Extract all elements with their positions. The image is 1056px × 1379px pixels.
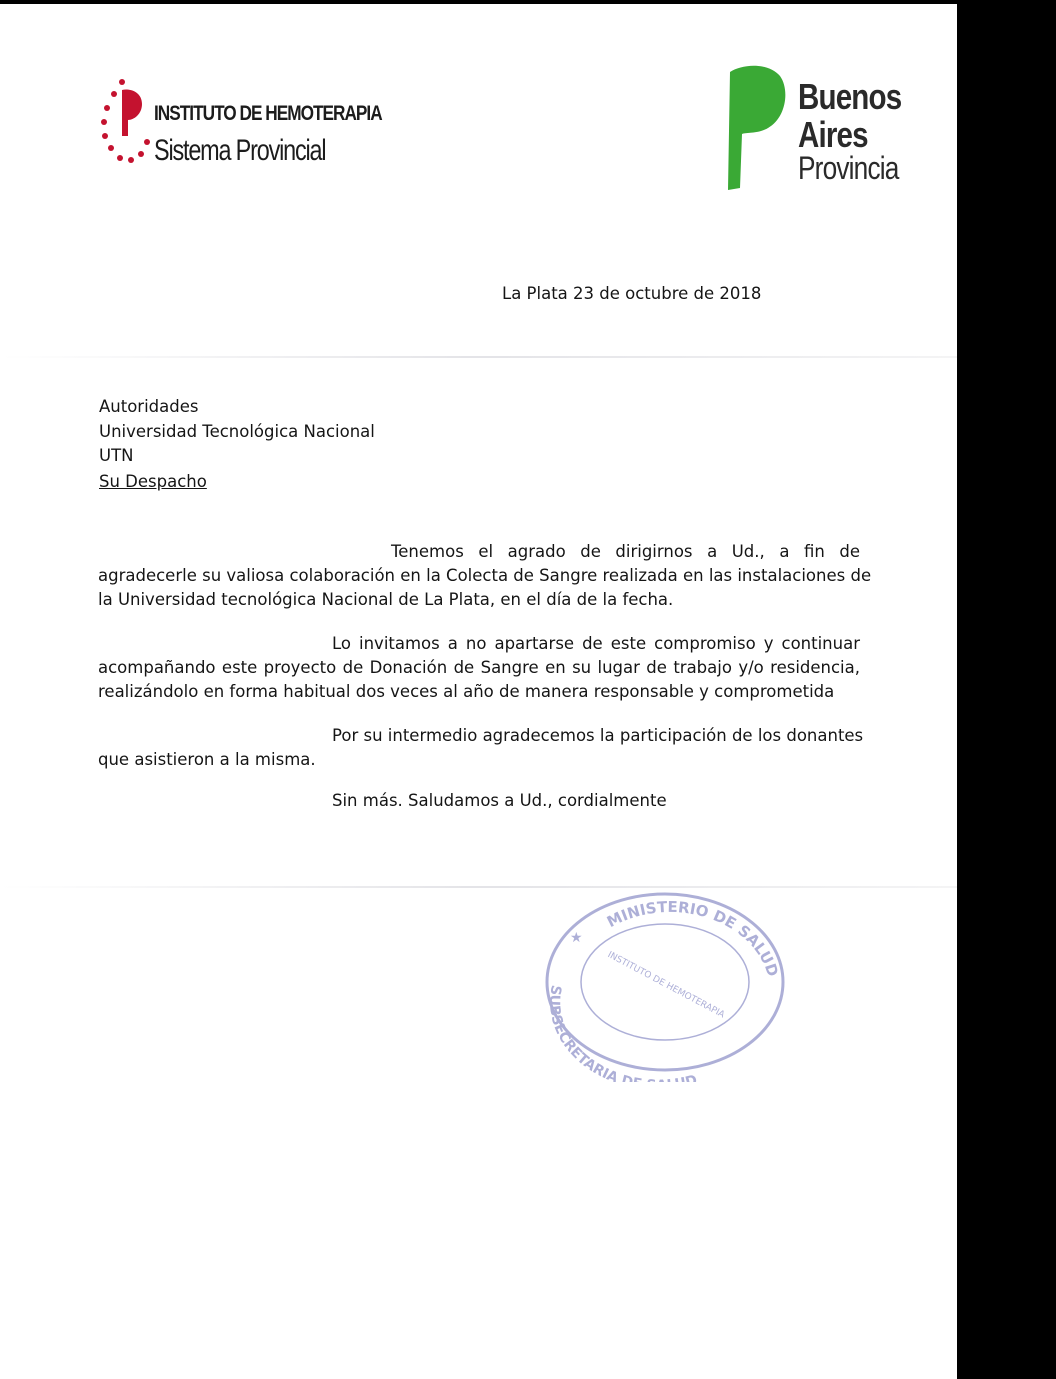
official-seal-icon xyxy=(540,882,790,1082)
recipient-line-4: Su Despacho xyxy=(99,472,207,491)
paragraph-line: acompañando este proyecto de Donación de Sangre en su lugar de trabajo y/o residencia, xyxy=(98,658,860,677)
province-logo-line-2: Aires xyxy=(798,114,868,155)
blood-drop-dots-icon xyxy=(100,76,154,176)
letter-date: La Plata 23 de octubre de 2018 xyxy=(502,284,762,303)
paper-fold-line xyxy=(0,886,957,888)
institute-title: INSTITUTO DE HEMOTERAPIA xyxy=(154,102,382,125)
stamp-inner-text: INSTITUTO DE HEMOTERAPIA xyxy=(605,950,727,1021)
paragraph-1 xyxy=(98,540,872,612)
paragraph-line: la Universidad tecnológica Nacional de La Plata, en el día de la fecha. xyxy=(98,590,674,609)
closing-line: Sin más. Saludamos a Ud., cordialmente xyxy=(332,791,667,810)
stamp-lower-text: SUBSECRETARIA D D xyxy=(545,983,700,1082)
ministry-stamp xyxy=(540,882,790,1082)
recipient-line-3: UTN xyxy=(99,446,134,465)
province-logo-line-3: Provincia xyxy=(798,150,899,186)
instituto-hemoterapia-logo xyxy=(100,76,382,176)
paragraph-2 xyxy=(98,632,860,704)
stamp-star-icon: ★ xyxy=(570,930,583,946)
paragraph-3 xyxy=(98,724,864,772)
paragraph-line: agradecerle su valiosa colaboración en la Colecta de Sangre realizada en las instalaciones de xyxy=(98,566,872,585)
stamp-outer-text: MINISTERIO DE SALUD xyxy=(604,897,782,979)
buenos-aires-provincia-logo xyxy=(724,62,902,194)
province-p-mark-icon xyxy=(724,62,794,194)
recipient-line-1: Autoridades xyxy=(99,397,199,416)
paragraph-line: Tenemos el agrado de dirigirnos a Ud., a fin de xyxy=(391,542,860,561)
paragraph-line: realizándolo en forma habitual dos veces al año de manera responsable y comprometida xyxy=(98,682,835,701)
paragraph-line: Lo invitamos a no apartarse de este compromiso y continuar xyxy=(332,634,860,653)
institute-subtitle: Sistema Provincial xyxy=(154,134,326,167)
province-logo-line-1: Buenos xyxy=(798,76,902,117)
paper-fold-line xyxy=(0,356,957,358)
recipient-line-2: Universidad Tecnológica Nacional xyxy=(99,422,375,441)
paragraph-line: que asistieron a la misma. xyxy=(98,750,316,769)
paragraph-line: Por su intermedio agradecemos la participación de los donantes xyxy=(332,726,864,745)
